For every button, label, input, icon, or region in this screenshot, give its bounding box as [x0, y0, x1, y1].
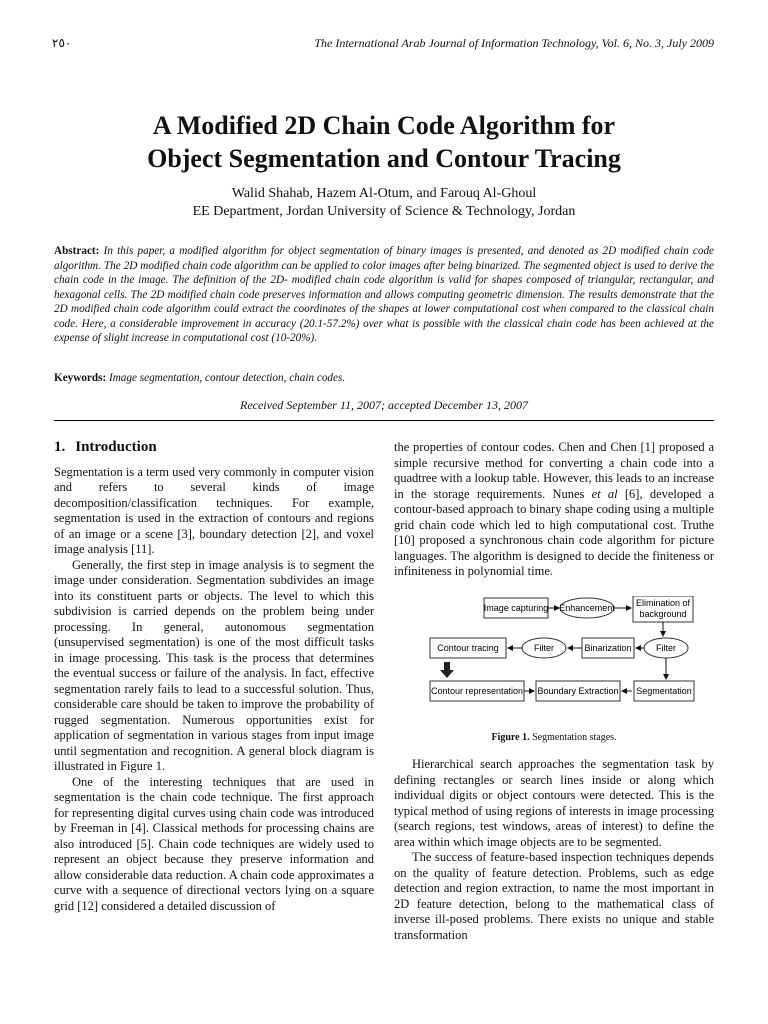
paragraph — [394, 440, 714, 580]
paragraph-text: [6], developed a contour-based approach to binary shape coding using a multiple grid chain code which led to high computational cost. Truthe [10] proposed a synchronous chain code algorithm for picture languages. The algorithm is designed to decide the finiteness or infiniteness in polynomial time. — [394, 486, 714, 578]
authors: Walid Shahab, Hazem Al-Otum, and Farouq Al-Ghoul — [231, 186, 537, 201]
received-dates: Received September 11, 2007; accepted December 13, 2007 — [240, 398, 528, 412]
keywords-text: Image segmentation, contour detection, chain codes. — [109, 372, 346, 384]
divider — [54, 420, 714, 421]
box-label: Binarization — [584, 642, 632, 653]
page-number: ٢٥٠ — [52, 36, 72, 50]
running-head — [52, 36, 714, 52]
block-diagram — [426, 596, 696, 718]
box-label: Filter — [534, 642, 554, 653]
box-binarization — [582, 638, 634, 658]
box-filter-right — [644, 638, 688, 658]
down-arrow-icon — [440, 662, 454, 678]
box-label: Segmentation — [636, 685, 692, 696]
figure-1 — [394, 596, 714, 720]
paragraph: Hierarchical search approaches the segmentation task by defining rectangles or search lines inside or along which individual digits or object contours were detected. This is the typical method of using regions of interests in image processing (search regions, test windows, areas of interest) to define the area within which image objects are to be segmented. — [394, 757, 714, 849]
box-filter-left — [522, 638, 566, 658]
section-title: Introduction — [75, 439, 157, 455]
box-label: Boundary Extraction — [537, 685, 619, 696]
journal-citation: The International Arab Journal of Information Technology, Vol. 6, No. 3, July 2009 — [314, 36, 714, 50]
figure-caption — [394, 730, 714, 746]
box-label: Filter — [656, 642, 676, 653]
box-contour-tracing — [430, 638, 506, 658]
left-column — [54, 440, 374, 914]
keywords — [54, 372, 714, 384]
box-contour-representation — [430, 681, 524, 701]
title-line-2: Object Segmentation and Contour Tracing — [147, 144, 621, 173]
section-heading — [54, 440, 374, 456]
caption-text: Segmentation stages. — [532, 731, 617, 743]
paragraph-italic: et al — [591, 486, 618, 501]
box-label: Image capturing — [483, 602, 549, 613]
abstract-text: In this paper, a modified algorithm for object segmentation of binary images is presented, and denoted as 2D modified chain code algorithm. The 2D modified chain code algorithm can be applied to color images after being binarized. The segmented object is used to derive the chain code in the image. The definition of the 2D- modified chain code algorithm is valid for shapes composed of triangular, rectangular, and hexagonal cells. The 2D modified chain code preserves information and allows computing geometric dimension. The results demonstrate that the 2D modified chain code algorithm could extract the coordinates of the shapes at lower computational cost when compared to the classical chain code. Here, a considerable improvement in accuracy (20.1-57.2%) over what is possible with the classical chain code has been achieved at the expense of slight increase in computational cost (10-20%). — [54, 245, 715, 344]
box-enhancement — [559, 598, 615, 618]
paragraph: One of the interesting techniques that are used in segmentation is the chain code technique. The first approach for representing digital curves using chain code was introduced by Freeman in [4]. Classical methods for processing chains are also introduced [5]. Chain code techniques are widely used to represent an object because they preserve information and allow considerable data reduction. A chain code approximates a curve with a sequence of directional vectors lying on a square grid [12] considered a detailed discussion of — [54, 774, 374, 913]
keywords-label: Keywords: — [54, 372, 107, 384]
box-image-capturing — [484, 598, 549, 618]
box-label: Elimination of — [635, 597, 691, 608]
box-label: background — [639, 608, 687, 619]
box-label: Contour representation — [430, 685, 524, 696]
abstract-label: Abstract: — [54, 245, 100, 257]
paragraph: The success of feature-based inspection techniques depends on the quality of feature detection. Problems, such as edge detection and region extraction, to name the most important in 2D feature detection, belong to the mathematical class of inverse ill-posed problems. There exists no unique and stable transformation — [394, 850, 714, 942]
box-elimination-of-background — [633, 596, 693, 622]
paragraph: Segmentation is a term used very commonly in computer vision and refers to several kinds of image decomposition/classification techniques. For example, segmentation is used in the extraction of contours and regions of an image or a scene [3], boundary detection [2], and voxel image analysis [11]. — [54, 464, 374, 556]
box-label: Enhancement — [559, 602, 615, 613]
abstract — [54, 244, 714, 346]
box-label: Contour tracing — [437, 642, 499, 653]
box-segmentation — [634, 681, 694, 701]
box-boundary-extraction — [536, 681, 620, 701]
title-line-1: A Modified 2D Chain Code Algorithm for — [152, 111, 616, 140]
right-column — [394, 440, 714, 943]
paragraph: Generally, the first step in image analysis is to segment the image under consideration. Segmentation subdivides an image into its constituent parts or objects. The level to which this subdivision is carried depends on the problem being under processing. In general, autonomous segmentation (unsupervised segmentation) is one of the most difficult tasks in image processing. This task is the process that determines the eventual success or failure of the analysis. In fact, effective segmentation rarely fails to lead to a successful solution. Thus, considerable care should be taken to improve the probability of rugged segmentation. Numerous opportunities exist for application of segmentation in various stages from input image until segmentation and recognition. A general block diagram is illustrated in Figure 1. — [54, 557, 374, 773]
caption-label: Figure 1. — [491, 731, 530, 743]
paragraph-text: the properties of contour codes. Chen and Chen [1] proposed a simple recursive method for converting a chain code into a quadtree with a lookup table. However, this leads to an increase in the storage requirements. Nunes — [394, 440, 714, 501]
section-number: 1. — [54, 439, 66, 455]
affiliation: EE Department, Jordan University of Science & Technology, Jordan — [192, 204, 576, 219]
paper-title — [0, 109, 768, 175]
